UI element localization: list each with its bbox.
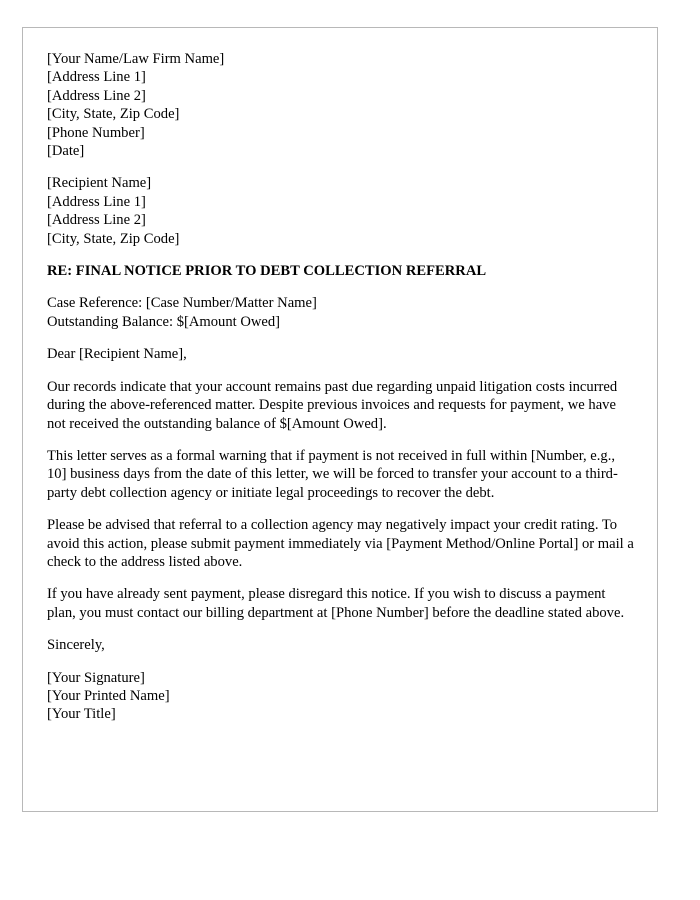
printed-name-line: [Your Printed Name] <box>47 687 170 704</box>
body-paragraph-4: If you have already sent payment, please disregard this notice. If you wish to discuss a payment plan, you must contact our billing department at [Phone Number] before the deadline stated above. <box>47 586 625 621</box>
reference-block <box>47 294 635 331</box>
sender-line: [Your Name/Law Firm Name] <box>47 51 225 67</box>
case-reference-line: Case Reference: [Case Number/Matter Name] <box>47 295 317 312</box>
closing: Sincerely, <box>47 637 105 654</box>
recipient-address-block <box>47 174 635 248</box>
recipient-line: [Recipient Name] <box>47 175 152 192</box>
subject-line: RE: FINAL NOTICE PRIOR TO DEBT COLLECTION REFERRAL <box>47 263 487 280</box>
recipient-line: [Address Line 2] <box>47 212 146 229</box>
sender-line: [Address Line 1] <box>47 69 146 86</box>
letter-sheet <box>22 27 658 812</box>
body-paragraph-2: This letter serves as a formal warning that if payment is not received in full within [Number, e.g., 10] business days from the date of this letter, we will be forced to transfer your account to a third-party debt collection agency or initiate legal proceedings to recover the debt. <box>47 447 618 501</box>
sender-line: [Phone Number] <box>47 124 145 141</box>
signature-block <box>47 669 635 724</box>
sender-address-block <box>47 50 635 160</box>
recipient-line: [City, State, Zip Code] <box>47 230 180 247</box>
sender-line: [Date] <box>47 143 85 160</box>
body-paragraph-3: Please be advised that referral to a collection agency may negatively impact your credit rating. To avoid this action, please submit payment immediately via [Payment Method/Online Portal] or mail a check to the address listed above. <box>47 517 634 570</box>
signature-line: [Your Signature] <box>47 669 145 686</box>
body-paragraph-1: Our records indicate that your account remains past due regarding unpaid litigation costs incurred during the above-referenced matter. Despite previous invoices and requests for payment, we have not received the outstanding balance of $[Amount Owed]. <box>47 378 618 432</box>
title-line: [Your Title] <box>47 706 116 723</box>
sender-line: [Address Line 2] <box>47 87 146 104</box>
salutation: Dear [Recipient Name], <box>47 346 187 363</box>
sender-line: [City, State, Zip Code] <box>47 106 180 123</box>
outstanding-balance-line: Outstanding Balance: $[Amount Owed] <box>47 313 281 330</box>
letter-body <box>47 50 635 738</box>
recipient-line: [Address Line 1] <box>47 193 146 210</box>
